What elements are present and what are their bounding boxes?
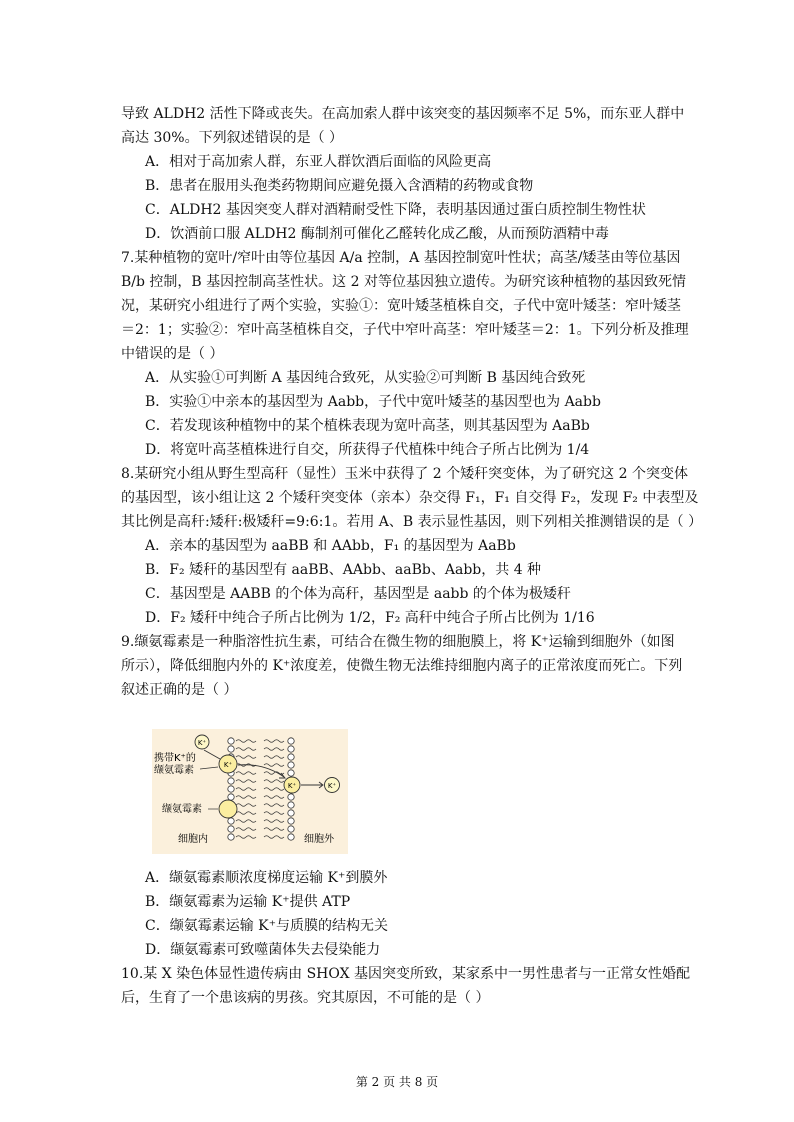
- q8-option-b: B．F₂ 矮秆的基因型有 aaBB、AAbb、aaBb、Aabb，共 4 种: [145, 562, 542, 578]
- q9-option-c: C．缬氨霉素运输 K⁺与质膜的结构无关: [145, 918, 389, 934]
- label-outside: 细胞外: [304, 834, 334, 845]
- q9-option-a: A．缬氨霉素顺浓度梯度运输 K⁺到膜外: [145, 870, 388, 886]
- q7-option-b: B．实验①中亲本的基因型为 Aabb，子代中宽叶矮茎的基因型也为 Aabb: [145, 394, 601, 410]
- label-carrier-line2: 缬氨霉素: [154, 765, 194, 776]
- q8-option-d: D．F₂ 矮秆中纯合子所占比例为 1/2，F₂ 高秆中纯合子所占比例为 1/16: [145, 610, 595, 626]
- q8-stem-line: 8.某研究小组从野生型高秆（显性）玉米中获得了 2 个矮秆突变体，为了研究这 2 个突变体: [121, 466, 688, 482]
- k-ion-label: K⁺: [327, 782, 337, 790]
- q7-stem-line: ＝2：1；实验②：窄叶高茎植株自交，子代中窄叶高茎：窄叶矮茎＝2：1。下列分析及推理: [121, 322, 689, 338]
- q8-option-c: C．基因型是 AABB 的个体为高秆，基因型是 aabb 的个体为极矮秆: [145, 586, 571, 602]
- q8-stem-line: 的基因型，该小组让这 2 个矮秆突变体（亲本）杂交得 F₁，F₁ 自交得 F₂，发现 F₂ 中表型及: [121, 490, 699, 506]
- label-inside: 细胞内: [178, 834, 208, 845]
- k-ion-label: K⁺: [223, 761, 233, 769]
- q8-stem-line: 其比例是高秆:矮秆:极矮秆=9:6:1。若用 A、B 表示显性基因，则下列相关推测错误的是（ ）: [121, 514, 703, 530]
- q9-option-d: D．缬氨霉素可致噬菌体失去侵染能力: [145, 942, 381, 958]
- k-ion-label: K⁺: [197, 739, 207, 747]
- q7-stem-line: 况，某研究小组进行了两个实验，实验①：宽叶矮茎植株自交，子代中宽叶矮茎：窄叶矮茎: [121, 298, 681, 314]
- q7-stem-line: 中错误的是（ ）: [121, 346, 224, 362]
- intro-line-1: 导致 ALDH2 活性下降或丧失。在高加索人群中该突变的基因频率不足 5%，而东亚人群中: [121, 106, 685, 122]
- q10-stem-line: 10.某 X 染色体显性遗传病由 SHOX 基因突变所致，某家系中一男性患者与一正常女性婚配: [121, 966, 691, 982]
- q9-stem-line: 所示），降低细胞内外的 K⁺浓度差，使微生物无法维持细胞内离子的正常浓度而死亡。下列: [121, 658, 683, 674]
- q7-stem-line: B/b 控制，B 基因控制高茎性状。这 2 对等位基因独立遗传。为研究该种植物的基因致死情: [121, 274, 686, 290]
- q7-option-a: A．从实验①可判断 A 基因纯合致死，从实验②可判断 B 基因纯合致死: [145, 370, 586, 386]
- q9-option-b: B．缬氨霉素为运输 K⁺提供 ATP: [145, 894, 351, 910]
- option-d: D．饮酒前口服 ALDH2 酶制剂可催化乙醛转化成乙酸，从而预防酒精中毒: [145, 226, 609, 242]
- valinomycin-molecule: [219, 800, 237, 818]
- membrane-diagram: [152, 729, 348, 854]
- option-a: A．相对于高加索人群，东亚人群饮酒后面临的风险更高: [145, 154, 492, 170]
- label-valinomycin: 缬氨霉素: [162, 804, 202, 815]
- q8-option-a: A．亲本的基因型为 aaBB 和 AAbb，F₁ 的基因型为 AaBb: [145, 538, 516, 554]
- q9-stem-line: 叙述正确的是（ ）: [121, 682, 238, 698]
- q9-stem-line: 9.缬氨霉素是一种脂溶性抗生素，可结合在微生物的细胞膜上，将 K⁺运输到细胞外（如图: [121, 634, 675, 650]
- label-carrier-line1: 携带K⁺的: [154, 753, 196, 764]
- q7-stem-line: 7.某种植物的宽叶/窄叶由等位基因 A/a 控制，A 基因控制宽叶性状；高茎/矮茎由等位基因: [121, 250, 681, 266]
- q7-option-d: D．将宽叶高茎植株进行自交，所获得子代植株中纯合子所占比例为 1/4: [145, 442, 590, 458]
- page-footer: 第 2 页 共 8 页: [355, 1075, 439, 1089]
- intro-line-2: 高达 30%。下列叙述错误的是（ ）: [121, 130, 344, 146]
- q7-option-c: C．若发现该种植物中的某个植株表现为宽叶高茎，则其基因型为 AaBb: [145, 418, 590, 434]
- option-b: B．患者在服用头孢类药物期间应避免摄入含酒精的药物或食物: [145, 178, 534, 194]
- option-c: C．ALDH2 基因突变人群对酒精耐受性下降，表明基因通过蛋白质控制生物性状: [145, 202, 646, 218]
- k-ion-label: K⁺: [287, 782, 297, 790]
- q10-stem-line: 后，生育了一个患该病的男孩。究其原因，不可能的是（ ）: [121, 990, 490, 1006]
